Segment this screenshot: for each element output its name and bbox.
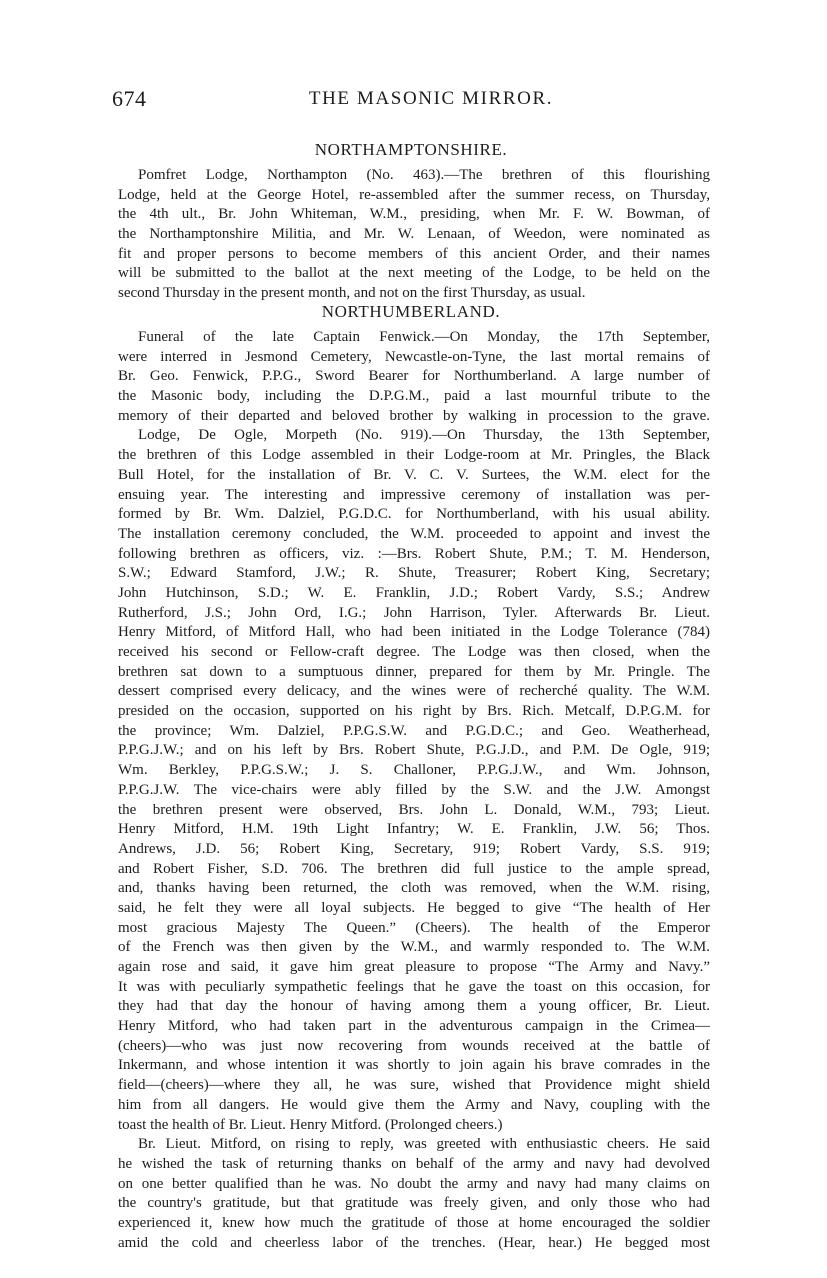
text-line: Henry Mitford, who had taken part in the adventurous campaign in the Crimea— — [118, 1018, 710, 1035]
text-line: received his second or Fellow-craft degree. The Lodge was then closed, when the — [118, 644, 710, 660]
text-line: the country's gratitude, but that gratitude was freely given, and only those who had — [118, 1195, 710, 1212]
text-line: Lodge, De Ogle, Morpeth (No. 919).—On Thursday, the 13th September, — [138, 427, 710, 444]
text-line: P.P.G.J.W.; and on his left by Brs. Robert Shute, P.G.J.D., and P.M. De Ogle, 919; — [118, 742, 710, 759]
text-line: field—(cheers)—where they all, he was sure, wished that Providence might shield — [118, 1077, 710, 1094]
text-line: the brethren of this Lodge assembled in their Lodge-room at Mr. Pringles, the Black — [118, 447, 710, 464]
text-line: Lodge, held at the George Hotel, re-assembled after the summer recess, on Thursday, — [118, 186, 710, 203]
paragraph-pomfret-lodge — [118, 166, 710, 304]
text-line: Wm. Berkley, P.P.G.S.W.; J. S. Challoner, P.P.G.J.W., and Wm. Johnson, — [118, 762, 710, 779]
text-line: they had that day the honour of having among them a young officer, Br. Lieut. — [118, 998, 710, 1015]
text-line: of the French was then given by the W.M., and warmly responded to. The W.M. — [118, 939, 710, 956]
text-line: Henry Mitford, of Mitford Hall, who had been initiated in the Lodge Tolerance (784) — [118, 624, 710, 641]
text-line: again rose and said, it gave him great pleasure to propose “The Army and Navy.” — [118, 959, 710, 975]
text-line: (cheers)—who was just now recovering from wounds received at the battle of — [118, 1037, 710, 1054]
text-line: It was with peculiarly sympathetic feelings that he gave the toast on this occasion, for — [118, 978, 710, 995]
text-line: and, thanks having been returned, the cloth was removed, when the W.M. rising, — [118, 880, 710, 897]
page-number: 674 — [112, 86, 147, 111]
text-line: the Northamptonshire Militia, and Mr. W. Lenaan, of Weedon, were nominated as — [118, 226, 710, 243]
text-line: the Masonic body, including the D.P.G.M., paid a last mournful tribute to the — [118, 388, 710, 405]
text-line: The installation ceremony concluded, the W.M. proceeded to appoint and invest the — [118, 525, 710, 542]
text-line: second Thursday in the present month, and not on the first Thursday, as usual. — [118, 285, 586, 302]
text-line: Br. Lieut. Mitford, on rising to reply, was greeted with enthusiastic cheers. He said — [138, 1136, 710, 1153]
text-line: on one better qualified than he was. No doubt the army and navy had many claims on — [118, 1175, 710, 1192]
text-line: ensuing year. The interesting and impressive ceremony of installation was per- — [118, 486, 710, 503]
paragraph-northumberland — [118, 328, 710, 1253]
text-line: dessert comprised every delicacy, and the wines were of recherché quality. The W.M. — [118, 683, 710, 700]
text-line: toast the health of Br. Lieut. Henry Mitford. (Prolonged cheers.) — [118, 1116, 503, 1133]
text-line: P.P.G.J.W. The vice-chairs were ably filled by the S.W. and the J.W. Amongst — [118, 781, 710, 798]
text-line: Henry Mitford, H.M. 19th Light Infantry; W. E. Franklin, J.W. 56; Thos. — [118, 821, 710, 838]
text-line: will be submitted to the ballot at the next meeting of the Lodge, to be held on the — [118, 265, 710, 282]
text-line: formed by Br. Wm. Dalziel, P.G.D.C. for Northumberland, with his usual ability. — [118, 506, 710, 523]
text-line: Br. Geo. Fenwick, P.P.G., Sword Bearer for Northumberland. A large number of — [118, 368, 710, 385]
text-line: him from all dangers. He would give them the Army and Navy, coupling with the — [118, 1096, 710, 1113]
text-line: S.W.; Edward Stamford, J.W.; R. Shute, Treasurer; Robert King, Secretary; — [118, 565, 710, 582]
text-line: following brethren as officers, viz. :—Brs. Robert Shute, P.M.; T. M. Henderson, — [118, 545, 710, 562]
text-line: Pomfret Lodge, Northampton (No. 463).—The brethren of this flourishing — [138, 167, 710, 183]
text-line: Inkermann, and whose intention it was shortly to join again his brave comrades in the — [118, 1057, 710, 1074]
text-line: fit and proper persons to become members of this ancient Order, and their names — [118, 245, 710, 262]
text-line: Rutherford, J.S.; John Ord, I.G.; John Harrison, Tyler. Afterwards Br. Lieut. — [118, 604, 710, 621]
text-line: he wished the task of returning thanks on behalf of the army and navy had devolved — [118, 1155, 710, 1172]
text-line: presided on the occasion, supported on his right by Brs. Rich. Metcalf, D.P.G.M. for — [118, 703, 710, 720]
text-line: the province; Wm. Dalziel, P.P.G.S.W. and P.G.D.C.; and Geo. Weatherhead, — [118, 722, 710, 739]
text-line: the 4th ult., Br. John Whiteman, W.M., presiding, when Mr. F. W. Bowman, of — [118, 206, 710, 223]
text-line: amid the cold and cheerless labor of the trenches. (Hear, hear.) He begged most — [118, 1234, 710, 1251]
text-line: experienced it, knew how much the gratitude of those at home encouraged the soldier — [118, 1214, 710, 1231]
text-line: Andrews, J.D. 56; Robert King, Secretary, 919; Robert Vardy, S.S. 919; — [118, 840, 710, 857]
text-line: Bull Hotel, for the installation of Br. V. C. V. Surtees, the W.M. elect for the — [118, 466, 710, 483]
running-title: THE MASONIC MIRROR. — [308, 88, 554, 109]
text-line: said, he felt they were all loyal subjects. He begged to give “The health of Her — [118, 899, 710, 916]
text-line: Funeral of the late Captain Fenwick.—On Monday, the 17th September, — [138, 329, 710, 345]
text-line: and Robert Fisher, S.D. 706. The brethren did full justice to the ample spread, — [118, 860, 710, 877]
section-heading-northamptonshire: NORTHAMPTONSHIRE. — [314, 140, 508, 159]
text-line: the brethren present were observed, Brs. John L. Donald, W.M., 793; Lieut. — [118, 801, 710, 818]
text-line: most gracious Majesty The Queen.” (Cheers). The health of the Emperor — [118, 919, 710, 936]
page-header — [112, 86, 710, 112]
text-line: memory of their departed and beloved brother by walking in procession to the grave. — [118, 407, 710, 424]
text-line: were interred in Jesmond Cemetery, Newcastle-on-Tyne, the last mortal remains of — [118, 348, 710, 365]
text-line: John Hutchinson, S.D.; W. E. Franklin, J.D.; Robert Vardy, S.S.; Andrew — [118, 584, 710, 601]
section-heading-northumberland: NORTHUMBERLAND. — [321, 302, 501, 321]
text-line: brethren sat down to a sumptuous dinner, prepared for them by Mr. Pringle. The — [118, 663, 710, 680]
